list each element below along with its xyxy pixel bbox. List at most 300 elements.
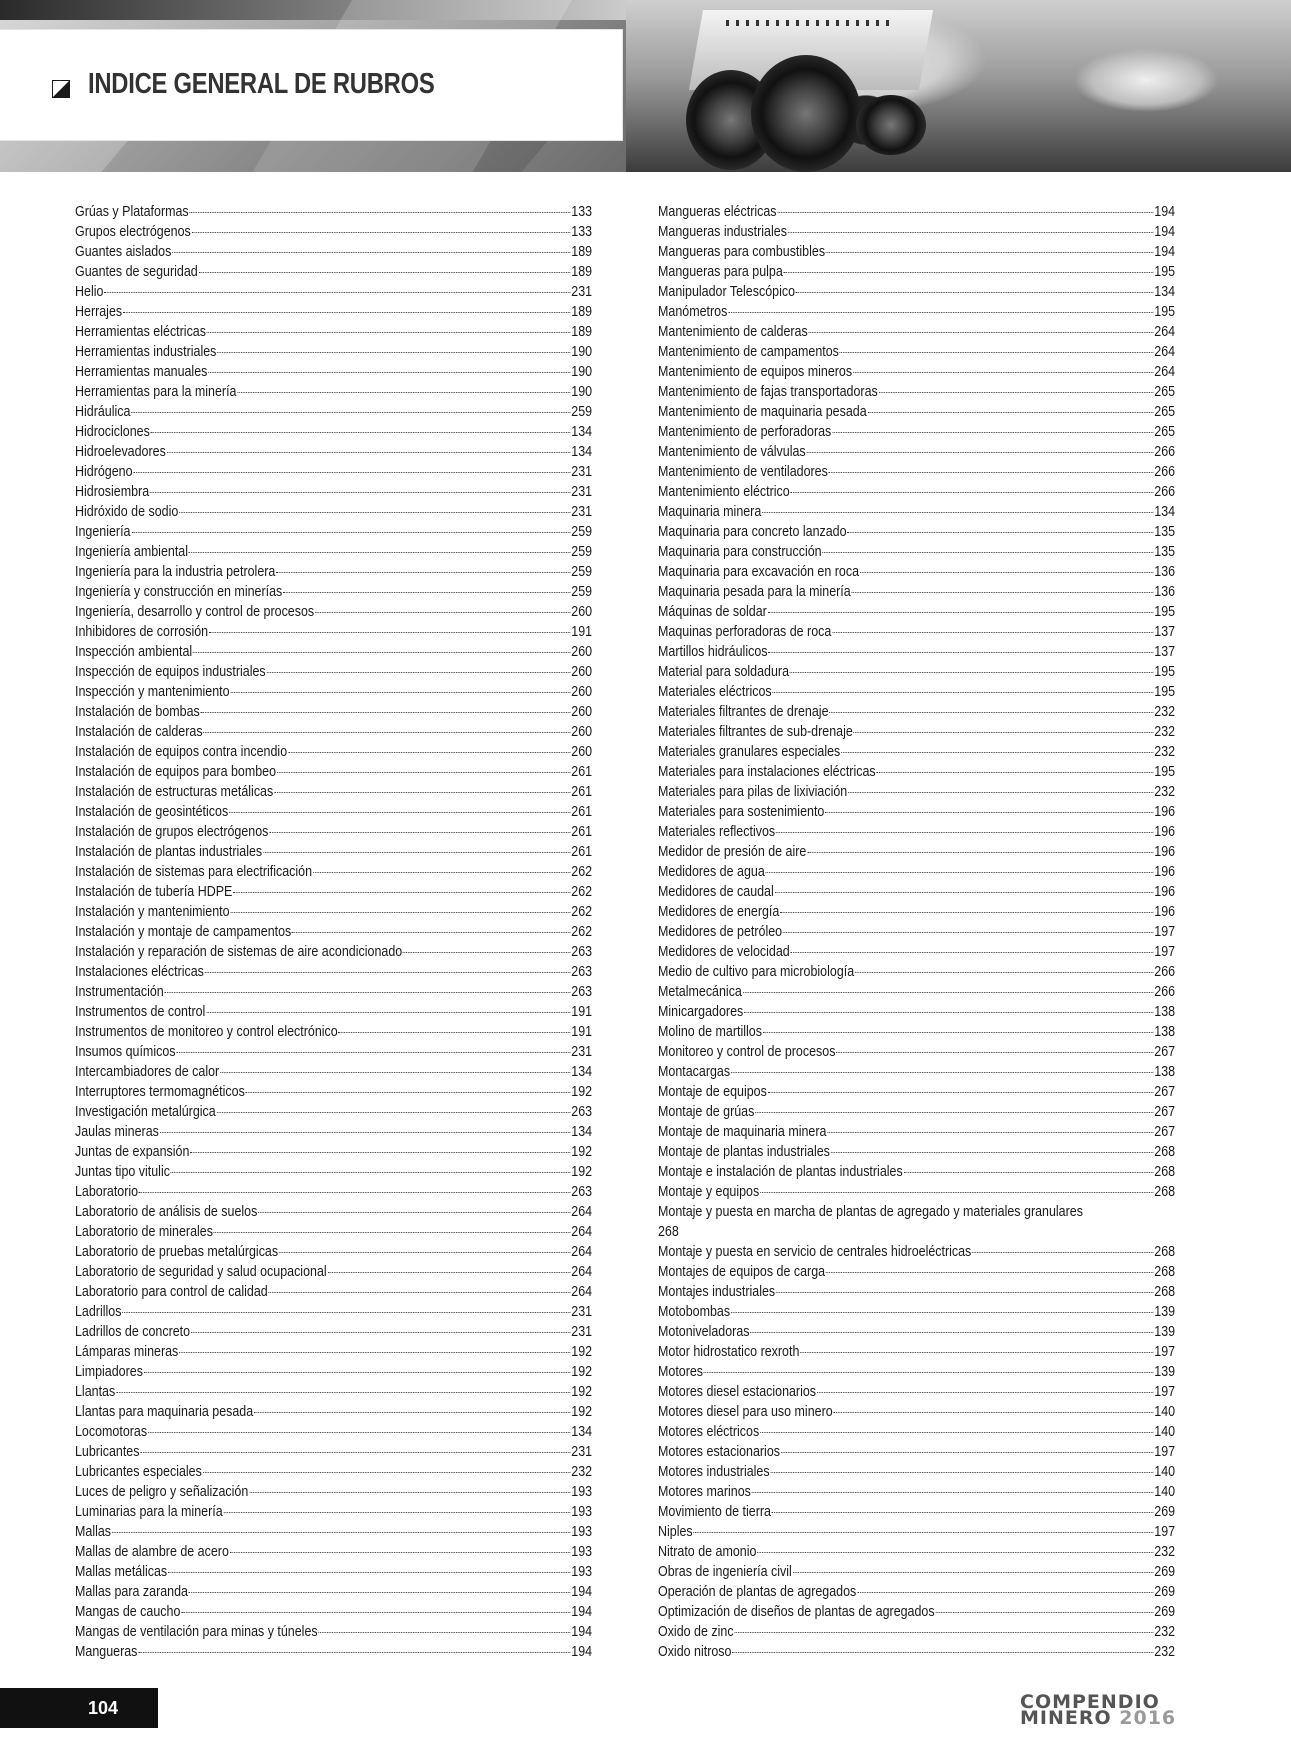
index-entry bbox=[658, 1582, 1175, 1602]
index-entry bbox=[658, 862, 1175, 882]
entry-page: 261 bbox=[571, 804, 593, 820]
entry-name: Montajes industriales bbox=[658, 1284, 776, 1300]
entry-name: Martillos hidráulicos bbox=[658, 644, 768, 660]
entry-name: Guantes aislados bbox=[75, 244, 172, 260]
index-entry bbox=[658, 562, 1175, 582]
index-entry bbox=[75, 1542, 592, 1562]
entry-name: Montaje y puesta en marcha de plantas de agregado y materiales granulares bbox=[658, 1204, 1083, 1220]
entry-name: Instalación de equipos para bombeo bbox=[75, 764, 277, 780]
entry-name: Ladrillos bbox=[75, 1304, 122, 1320]
index-entry bbox=[75, 1562, 592, 1582]
index-entry bbox=[75, 882, 592, 902]
entry-name: Grúas y Plataformas bbox=[75, 204, 189, 220]
dot-leader bbox=[770, 1472, 1153, 1473]
entry-name: Instalación de geosintéticos bbox=[75, 804, 229, 820]
entry-name: Metalmecánica bbox=[658, 984, 742, 1000]
entry-page: 231 bbox=[571, 464, 593, 480]
index-entry bbox=[658, 742, 1175, 762]
header-banner bbox=[0, 0, 1291, 172]
entry-page: 264 bbox=[571, 1224, 593, 1240]
entry-name: Máquinas de soldar bbox=[658, 604, 767, 620]
entry-name: Operación de plantas de agregados bbox=[658, 1584, 857, 1600]
index-entry bbox=[75, 362, 592, 382]
index-entry bbox=[75, 1222, 592, 1242]
entry-page: 193 bbox=[571, 1544, 593, 1560]
index-entry bbox=[658, 1262, 1175, 1282]
index-entry bbox=[75, 342, 592, 362]
dot-leader bbox=[809, 332, 1154, 333]
entry-page: 194 bbox=[1154, 224, 1176, 240]
dot-leader bbox=[757, 1552, 1153, 1553]
entry-name: Motor hidrostatico rexroth bbox=[658, 1344, 800, 1360]
entry-page: 196 bbox=[1154, 804, 1176, 820]
entry-page: 265 bbox=[1154, 404, 1176, 420]
entry-page: 262 bbox=[571, 924, 593, 940]
dot-leader bbox=[148, 1432, 570, 1433]
entry-page: 266 bbox=[1154, 984, 1176, 1000]
entry-page: 193 bbox=[571, 1484, 593, 1500]
index-entry bbox=[75, 1282, 592, 1302]
mining-truck-photo bbox=[626, 0, 1291, 172]
entry-name: Mallas bbox=[75, 1524, 112, 1540]
index-entry bbox=[75, 1382, 592, 1402]
index-entry bbox=[75, 1402, 592, 1422]
entry-name: Mangueras para combustibles bbox=[658, 244, 826, 260]
entry-name: Instalación de tubería HDPE bbox=[75, 884, 233, 900]
entry-name: Maquinas perforadoras de roca bbox=[658, 624, 832, 640]
entry-page: 193 bbox=[571, 1524, 593, 1540]
index-entry bbox=[75, 1062, 592, 1082]
dot-leader bbox=[807, 452, 1154, 453]
index-entry bbox=[658, 962, 1175, 982]
index-entry bbox=[75, 1422, 592, 1442]
entry-page: 268 bbox=[658, 1224, 679, 1240]
entry-page: 264 bbox=[571, 1284, 593, 1300]
index-entry bbox=[75, 902, 592, 922]
dot-leader bbox=[123, 312, 570, 313]
dot-leader bbox=[258, 1212, 570, 1213]
entry-name: Intercambiadores de calor bbox=[75, 1064, 220, 1080]
entry-name: Llantas bbox=[75, 1384, 116, 1400]
dot-leader bbox=[203, 1472, 571, 1473]
entry-page: 140 bbox=[1154, 1484, 1176, 1500]
entry-page: 195 bbox=[1154, 304, 1176, 320]
entry-page: 260 bbox=[571, 704, 593, 720]
entry-page: 195 bbox=[1154, 664, 1176, 680]
dot-leader bbox=[832, 432, 1153, 433]
entry-name: Instalación y reparación de sistemas de aire acondicionado bbox=[75, 944, 403, 960]
entry-name: Montaje de equipos bbox=[658, 1084, 767, 1100]
entry-page: 260 bbox=[571, 644, 593, 660]
entry-name: Herramientas manuales bbox=[75, 364, 208, 380]
entry-page: 192 bbox=[571, 1084, 593, 1100]
entry-name: Maquinaria para concreto lanzado bbox=[658, 524, 847, 540]
entry-page: 262 bbox=[571, 884, 593, 900]
entry-page: 260 bbox=[571, 684, 593, 700]
entry-name: Jaulas mineras bbox=[75, 1124, 159, 1140]
index-entry bbox=[658, 1062, 1175, 1082]
entry-page: 231 bbox=[571, 504, 593, 520]
dot-leader bbox=[848, 792, 1153, 793]
entry-page: 263 bbox=[571, 1184, 593, 1200]
dot-leader bbox=[165, 992, 571, 993]
index-entry bbox=[658, 1142, 1175, 1162]
entry-page: 134 bbox=[571, 444, 593, 460]
dot-leader bbox=[790, 672, 1154, 673]
entry-name: Maquinaria minera bbox=[658, 504, 762, 520]
index-entry bbox=[75, 282, 592, 302]
entry-page: 261 bbox=[571, 824, 593, 840]
index-entry bbox=[75, 242, 592, 262]
entry-name: Inhibidores de corrosión bbox=[75, 624, 209, 640]
entry-name: Instalación de bombas bbox=[75, 704, 200, 720]
dot-leader bbox=[766, 872, 1154, 873]
entry-page: 135 bbox=[1154, 524, 1176, 540]
dot-leader bbox=[172, 252, 570, 253]
dot-leader bbox=[744, 1012, 1153, 1013]
dot-leader bbox=[763, 1032, 1154, 1033]
index-entry bbox=[658, 262, 1175, 282]
index-entry bbox=[75, 522, 592, 542]
entry-name: Montaje y puesta en servicio de centrales hidroeléctricas bbox=[658, 1244, 972, 1260]
dot-leader bbox=[832, 632, 1153, 633]
index-entry bbox=[658, 662, 1175, 682]
dot-leader bbox=[313, 872, 571, 873]
dot-leader bbox=[190, 212, 571, 213]
dot-leader bbox=[822, 552, 1153, 553]
dot-leader bbox=[292, 932, 570, 933]
index-entry bbox=[75, 1362, 592, 1382]
index-entry bbox=[658, 1502, 1175, 1522]
entry-name: Herramientas industriales bbox=[75, 344, 217, 360]
entry-page: 196 bbox=[1154, 824, 1176, 840]
dot-leader bbox=[935, 1612, 1153, 1613]
index-entry bbox=[658, 1282, 1175, 1302]
entry-name: Grupos electrógenos bbox=[75, 224, 191, 240]
entry-page: 190 bbox=[571, 364, 593, 380]
entry-name: Mallas metálicas bbox=[75, 1564, 168, 1580]
index-entry bbox=[75, 1242, 592, 1262]
dot-leader bbox=[791, 492, 1154, 493]
dot-leader bbox=[403, 952, 570, 953]
dot-leader bbox=[203, 732, 570, 733]
entry-name: Luces de peligro y señalización bbox=[75, 1484, 249, 1500]
entry-page: 189 bbox=[571, 304, 593, 320]
entry-page: 267 bbox=[1154, 1044, 1176, 1060]
dot-leader bbox=[176, 1052, 570, 1053]
dot-leader bbox=[791, 952, 1154, 953]
entry-page: 134 bbox=[571, 1424, 593, 1440]
entry-name: Mangueras bbox=[75, 1644, 138, 1660]
entry-page: 196 bbox=[1154, 904, 1176, 920]
index-entry bbox=[658, 1202, 1103, 1222]
entry-name: Ladrillos de concreto bbox=[75, 1324, 191, 1340]
dot-leader bbox=[237, 392, 570, 393]
dot-leader bbox=[728, 312, 1153, 313]
entry-name: Hidrociclones bbox=[75, 424, 150, 440]
index-entry bbox=[75, 1082, 592, 1102]
dot-leader bbox=[230, 1552, 571, 1553]
entry-name: Montaje de maquinaria minera bbox=[658, 1124, 827, 1140]
entry-page: 197 bbox=[1154, 1444, 1176, 1460]
entry-name: Helio bbox=[75, 284, 104, 300]
entry-name: Mantenimiento de calderas bbox=[658, 324, 808, 340]
dot-leader bbox=[269, 832, 570, 833]
dot-leader bbox=[750, 1332, 1153, 1333]
dot-leader bbox=[836, 1052, 1153, 1053]
entry-page: 266 bbox=[1154, 444, 1176, 460]
entry-name: Mantenimiento de ventiladores bbox=[658, 464, 828, 480]
index-entry bbox=[75, 942, 592, 962]
entry-name: Mallas de alambre de acero bbox=[75, 1544, 229, 1560]
entry-name: Llantas para maquinaria pesada bbox=[75, 1404, 254, 1420]
index-entry bbox=[75, 502, 592, 522]
index-entry bbox=[658, 1462, 1175, 1482]
entry-page: 265 bbox=[1154, 384, 1176, 400]
index-entry bbox=[75, 1182, 592, 1202]
dot-leader bbox=[144, 1372, 571, 1373]
dot-leader bbox=[775, 892, 1154, 893]
entry-page: 140 bbox=[1154, 1464, 1176, 1480]
entry-page: 266 bbox=[1154, 464, 1176, 480]
entry-name: Maquinaria para excavación en roca bbox=[658, 564, 860, 580]
dot-leader bbox=[131, 532, 570, 533]
index-entry bbox=[658, 482, 1175, 502]
brand-line-1: COMPENDIO bbox=[1020, 1691, 1160, 1713]
dot-leader bbox=[826, 252, 1153, 253]
index-entry bbox=[75, 402, 592, 422]
dot-leader bbox=[784, 272, 1154, 273]
entry-name: Instalación de sistemas para electrificación bbox=[75, 864, 313, 880]
brand-year: 2016 bbox=[1119, 1707, 1177, 1729]
entry-name: Instalación de equipos contra incendio bbox=[75, 744, 288, 760]
entry-page: 194 bbox=[571, 1604, 593, 1620]
entry-page: 262 bbox=[571, 904, 593, 920]
index-entry bbox=[658, 502, 1175, 522]
dot-leader bbox=[207, 332, 571, 333]
entry-page: 268 bbox=[1154, 1164, 1176, 1180]
index-entry bbox=[658, 1022, 1175, 1042]
index-entry bbox=[75, 1162, 592, 1182]
dot-leader bbox=[776, 1292, 1153, 1293]
dot-leader bbox=[827, 1132, 1153, 1133]
index-entry bbox=[658, 1102, 1175, 1122]
entry-name: Motores estacionarios bbox=[658, 1444, 780, 1460]
dot-leader bbox=[972, 1252, 1153, 1253]
entry-page: 232 bbox=[1154, 744, 1176, 760]
entry-name: Oxido de zinc bbox=[658, 1624, 734, 1640]
index-column-right bbox=[658, 202, 1175, 1662]
dot-leader bbox=[829, 472, 1154, 473]
dot-leader bbox=[254, 1412, 570, 1413]
entry-name: Hidrógeno bbox=[75, 464, 133, 480]
dot-leader bbox=[755, 1112, 1153, 1113]
entry-page: 268 bbox=[1154, 1184, 1176, 1200]
dot-leader bbox=[734, 1632, 1153, 1633]
truck-wheel bbox=[751, 55, 861, 172]
index-entry bbox=[658, 1482, 1175, 1502]
index-entry bbox=[75, 562, 592, 582]
entry-page: 264 bbox=[1154, 344, 1176, 360]
index-entry bbox=[658, 402, 1175, 422]
dot-leader bbox=[230, 692, 570, 693]
index-entry bbox=[75, 1042, 592, 1062]
entry-page: 193 bbox=[571, 1504, 593, 1520]
entry-name: Montaje y equipos bbox=[658, 1184, 760, 1200]
entry-page: 191 bbox=[571, 1004, 593, 1020]
index-entry bbox=[658, 802, 1175, 822]
dot-leader bbox=[831, 1152, 1154, 1153]
index-entry bbox=[75, 842, 592, 862]
dot-leader bbox=[817, 1392, 1154, 1393]
dot-leader bbox=[868, 412, 1154, 413]
entry-page: 263 bbox=[571, 944, 593, 960]
dot-leader bbox=[193, 652, 570, 653]
index-entry bbox=[75, 442, 592, 462]
entry-name: Materiales filtrantes de sub-drenaje bbox=[658, 724, 853, 740]
index-entry bbox=[658, 982, 1175, 1002]
entry-page: 133 bbox=[571, 204, 593, 220]
dot-leader bbox=[834, 1412, 1154, 1413]
entry-name: Investigación metalúrgica bbox=[75, 1104, 216, 1120]
entry-page: 232 bbox=[1154, 724, 1176, 740]
truck-wheel bbox=[856, 95, 926, 155]
entry-page: 190 bbox=[571, 344, 593, 360]
index-entry bbox=[658, 442, 1175, 462]
entry-page: 232 bbox=[1154, 704, 1176, 720]
entry-name: Inspección y mantenimiento bbox=[75, 684, 230, 700]
entry-page: 189 bbox=[571, 264, 593, 280]
entry-page: 197 bbox=[1154, 944, 1176, 960]
index-entry bbox=[658, 462, 1175, 482]
entry-page: 265 bbox=[1154, 424, 1176, 440]
entry-name: Montajes de equipos de carga bbox=[658, 1264, 826, 1280]
entry-name: Instalación y montaje de campamentos bbox=[75, 924, 292, 940]
dot-leader bbox=[269, 1292, 571, 1293]
entry-name: Hidrosiembra bbox=[75, 484, 150, 500]
dot-leader bbox=[274, 792, 570, 793]
entry-page: 263 bbox=[571, 984, 593, 1000]
entry-page: 189 bbox=[571, 244, 593, 260]
entry-page: 259 bbox=[571, 544, 593, 560]
entry-name: Juntas tipo vitulic bbox=[75, 1164, 170, 1180]
dot-leader bbox=[150, 492, 570, 493]
entry-name: Laboratorio de pruebas metalúrgicas bbox=[75, 1244, 279, 1260]
entry-page: 139 bbox=[1154, 1304, 1176, 1320]
dot-leader bbox=[133, 472, 570, 473]
index-entry bbox=[658, 1522, 1175, 1542]
index-entry bbox=[75, 862, 592, 882]
entry-name: Optimización de diseños de plantas de agregados bbox=[658, 1604, 935, 1620]
entry-page: 195 bbox=[1154, 264, 1176, 280]
dot-leader bbox=[230, 912, 570, 913]
dot-leader bbox=[760, 1432, 1153, 1433]
entry-name: Montaje de plantas industriales bbox=[658, 1144, 830, 1160]
index-entry bbox=[658, 422, 1175, 442]
entry-page: 269 bbox=[1154, 1564, 1176, 1580]
entry-name: Mantenimiento de campamentos bbox=[658, 344, 839, 360]
index-entry bbox=[658, 582, 1175, 602]
entry-name: Instalación de plantas industriales bbox=[75, 844, 263, 860]
dot-leader bbox=[731, 1312, 1153, 1313]
index-entry bbox=[75, 1122, 592, 1142]
entry-name: Interruptores termomagnéticos bbox=[75, 1084, 245, 1100]
entry-page: 261 bbox=[571, 784, 593, 800]
dot-leader bbox=[796, 292, 1154, 293]
index-entry bbox=[658, 1642, 1175, 1662]
index-entry bbox=[75, 1342, 592, 1362]
dot-leader bbox=[704, 1372, 1153, 1373]
entry-page: 137 bbox=[1154, 624, 1176, 640]
index-entry bbox=[75, 822, 592, 842]
entry-name: Medidores de caudal bbox=[658, 884, 774, 900]
entry-name: Laboratorio para control de calidad bbox=[75, 1284, 268, 1300]
dot-leader bbox=[743, 992, 1154, 993]
index-entry bbox=[75, 422, 592, 442]
index-entry bbox=[75, 1642, 592, 1662]
index-entry bbox=[75, 1442, 592, 1462]
dot-leader bbox=[793, 1572, 1154, 1573]
index-entry bbox=[658, 1342, 1175, 1362]
dot-leader bbox=[731, 1072, 1153, 1073]
entry-name: Movimiento de tierra bbox=[658, 1504, 771, 1520]
index-entry bbox=[658, 1242, 1175, 1262]
entry-name: Material para soldadura bbox=[658, 664, 790, 680]
index-entry bbox=[75, 462, 592, 482]
entry-page: 139 bbox=[1154, 1324, 1176, 1340]
index-entry bbox=[75, 222, 592, 242]
entry-page: 140 bbox=[1154, 1424, 1176, 1440]
index-entry bbox=[658, 1182, 1175, 1202]
entry-name: Instalación y mantenimiento bbox=[75, 904, 230, 920]
entry-page: 261 bbox=[571, 844, 593, 860]
entry-page: 231 bbox=[571, 284, 593, 300]
dot-leader bbox=[116, 1392, 570, 1393]
index-entry bbox=[658, 1602, 1175, 1622]
entry-name: Motores industriales bbox=[658, 1464, 770, 1480]
entry-page: 193 bbox=[571, 1564, 593, 1580]
entry-name: Medidor de presión de aire bbox=[658, 844, 807, 860]
entry-page: 231 bbox=[571, 1044, 593, 1060]
entry-page: 192 bbox=[571, 1404, 593, 1420]
dot-leader bbox=[179, 512, 570, 513]
dot-leader bbox=[181, 1612, 570, 1613]
dot-leader bbox=[191, 1332, 570, 1333]
dot-leader bbox=[189, 552, 571, 553]
index-entry-continuation bbox=[658, 1222, 1103, 1242]
entry-page: 232 bbox=[1154, 784, 1176, 800]
dot-leader bbox=[233, 892, 570, 893]
entry-name: Laboratorio de seguridad y salud ocupacional bbox=[75, 1264, 327, 1280]
entry-name: Inspección ambiental bbox=[75, 644, 193, 660]
index-entry bbox=[75, 782, 592, 802]
entry-name: Instrumentos de control bbox=[75, 1004, 206, 1020]
dot-leader bbox=[229, 812, 570, 813]
entry-page: 268 bbox=[1154, 1144, 1176, 1160]
index-entry bbox=[75, 722, 592, 742]
index-entry bbox=[658, 602, 1175, 622]
dot-leader bbox=[276, 572, 570, 573]
entry-page: 197 bbox=[1154, 924, 1176, 940]
dot-leader bbox=[783, 932, 1153, 933]
entry-name: Medio de cultivo para microbiología bbox=[658, 964, 855, 980]
entry-name: Hidroelevadores bbox=[75, 444, 166, 460]
dot-leader bbox=[847, 532, 1153, 533]
index-column-left bbox=[75, 202, 592, 1662]
dot-leader bbox=[694, 1532, 1154, 1533]
entry-name: Luminarias para la minería bbox=[75, 1504, 223, 1520]
entry-name: Inspección de equipos industriales bbox=[75, 664, 266, 680]
